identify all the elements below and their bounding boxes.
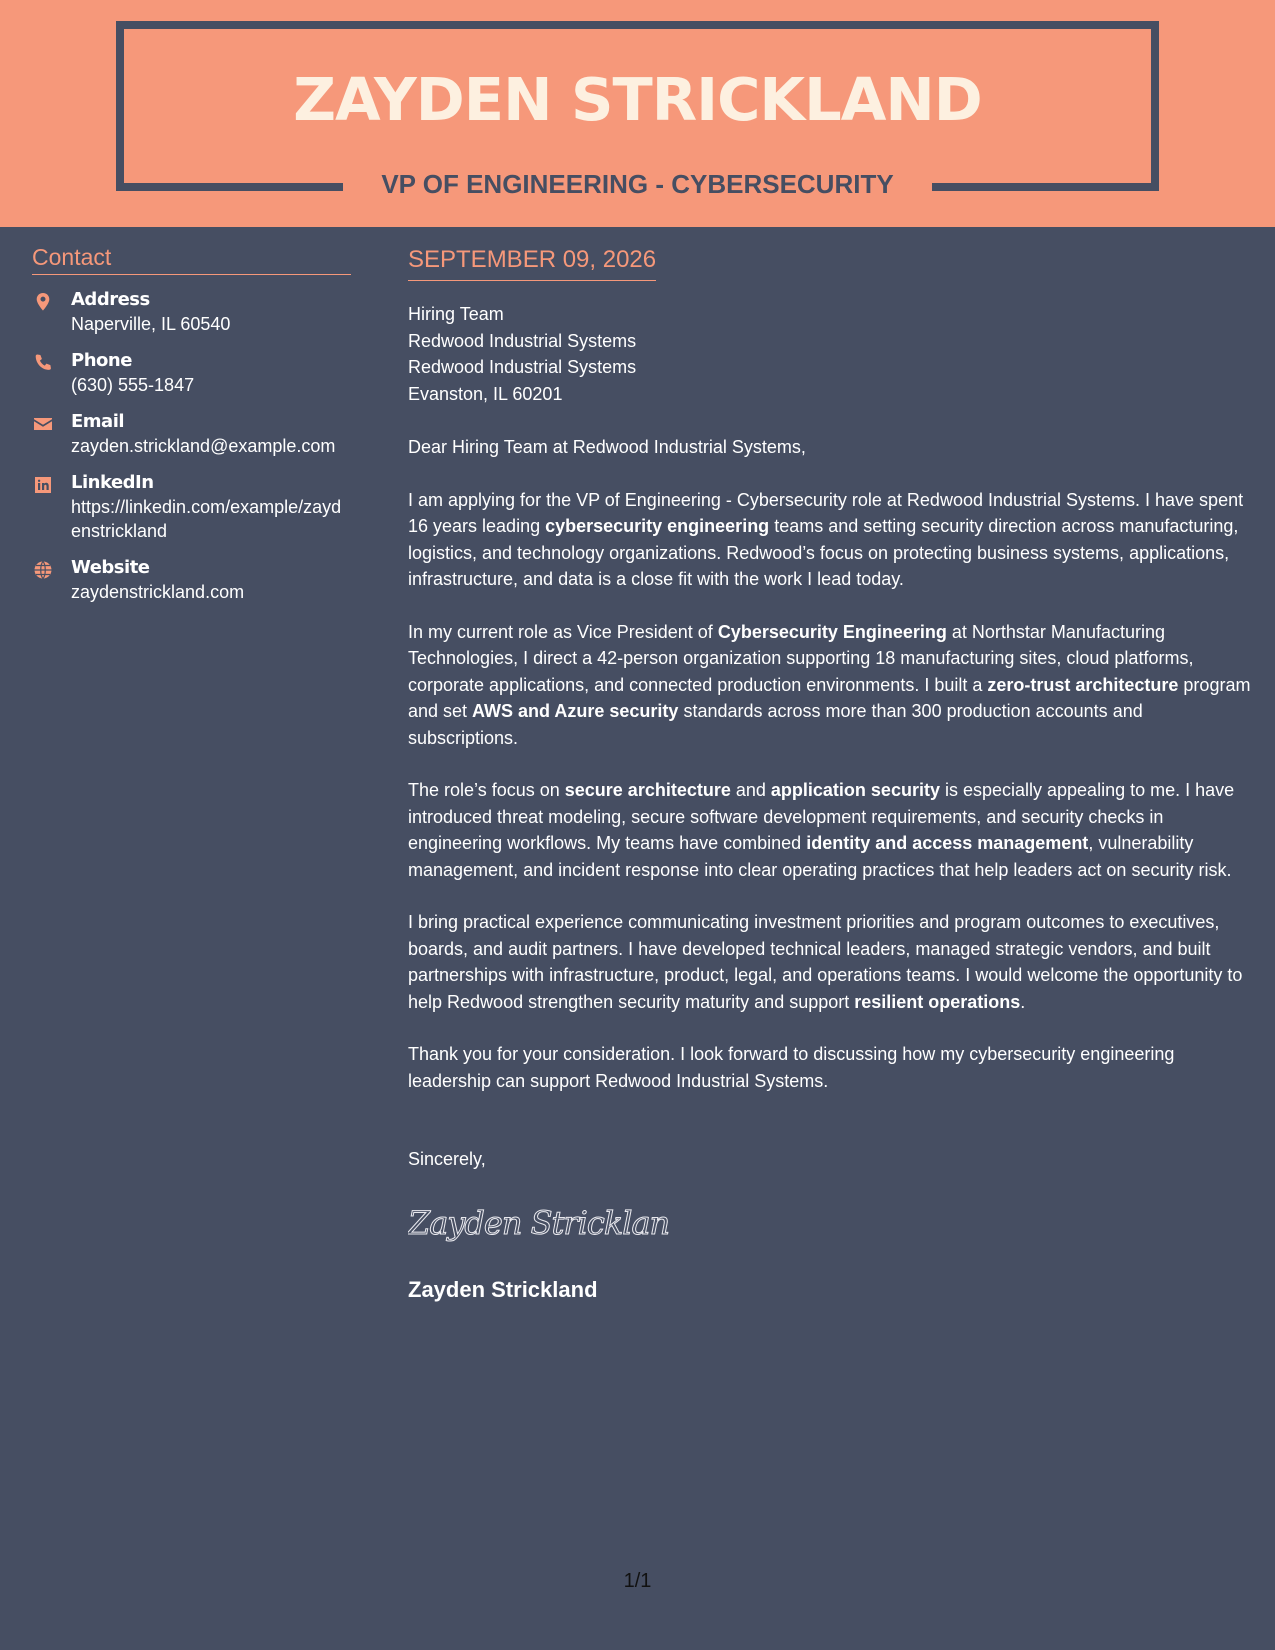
recipient-line: Redwood Industrial Systems xyxy=(408,357,637,377)
candidate-name: ZAYDEN STRICKLAND xyxy=(293,65,982,134)
bold-text: zero-trust architecture xyxy=(987,674,1179,695)
letter-paragraph xyxy=(408,909,1253,1015)
text-run: standards across more than 300 production accounts and subscriptions. xyxy=(408,701,1143,748)
linkedin-icon xyxy=(33,475,53,495)
letter-body xyxy=(408,244,1253,1305)
contact-value: https://linkedin.com/example/zaydenstrickland xyxy=(71,497,342,541)
recipient-line: Hiring Team xyxy=(408,304,504,324)
location-pin-icon xyxy=(33,292,53,312)
text-run: at Northstar Manufacturing Technologies, I direct a 42-person organization supporting 18 manufacturing sites, cloud platforms, corporate applications, and connected production environments. I built a xyxy=(408,621,1194,695)
text-run: and xyxy=(730,780,771,800)
envelope-icon xyxy=(33,414,53,434)
contact-value: zayden.strickland@example.com xyxy=(71,436,336,456)
letter-paragraph xyxy=(408,777,1253,883)
text-run: Thank you for your consideration. I look forward to discussing how my cybersecurity engineering leadership can support Redwood Industrial Systems. xyxy=(408,1044,1175,1091)
letter-paragraph xyxy=(408,1041,1253,1094)
recipient-block xyxy=(408,301,1253,407)
bold-text: Cybersecurity Engineering xyxy=(717,621,947,642)
contact-heading: Contact xyxy=(32,242,351,275)
contact-label: Address xyxy=(71,289,150,310)
bold-text: cybersecurity engineering xyxy=(545,516,770,536)
letter-paragraph xyxy=(408,619,1253,752)
contact-website xyxy=(32,555,351,604)
contact-value: (630) 555-1847 xyxy=(71,375,195,395)
bold-text: identity and access management xyxy=(806,833,1089,853)
text-run: . xyxy=(1020,991,1026,1012)
contact-label: Email xyxy=(71,411,125,432)
text-run: is especially appealing to me. I have introduced threat modeling, secure software development requirements, and security checks in engineering workflows. My teams have combined xyxy=(408,780,1235,853)
contact-linkedin xyxy=(32,470,351,543)
contact-label: Phone xyxy=(71,350,132,371)
contact-sidebar xyxy=(32,242,351,616)
page-number: 1/1 xyxy=(623,1570,652,1592)
recipient-line: Evanston, IL 60201 xyxy=(408,383,563,404)
letter-paragraph xyxy=(408,487,1253,593)
contact-label: Website xyxy=(71,557,150,578)
contact-label: LinkedIn xyxy=(71,472,154,493)
contact-address xyxy=(32,287,351,336)
text-run: In my current role as Vice President of xyxy=(408,621,718,642)
contact-email xyxy=(32,409,351,458)
contact-phone xyxy=(32,348,351,397)
bold-text: secure architecture xyxy=(564,780,731,800)
closing: Sincerely, xyxy=(408,1149,486,1169)
contact-value: Naperville, IL 60540 xyxy=(71,314,231,334)
text-run: I am applying for the VP of Engineering - Cybersecurity role at Redwood Industrial Systems. I have spent 16 years leading xyxy=(408,489,1244,536)
salutation: Dear Hiring Team at Redwood Industrial Systems, xyxy=(408,437,806,457)
header-banner xyxy=(0,0,1275,227)
text-run: I bring practical experience communicating investment priorities and program outcomes to executives, boards, and audit partners. I have developed technical leaders, managed strategic vendors, and built partnerships with infrastructure, product, legal, and operations teams. I would welcome the opportunity to help Redwood strengthen security maturity and support xyxy=(408,912,1243,1012)
text-run: , vulnerability management, and incident response into clear operating practices that help leaders act on security risk. xyxy=(408,833,1232,880)
bold-text: application security xyxy=(770,780,940,800)
job-title: VP OF ENGINEERING - CYBERSECURITY xyxy=(381,169,894,199)
recipient-line: Redwood Industrial Systems xyxy=(408,330,637,351)
letter-date: SEPTEMBER 09, 2026 xyxy=(408,244,656,281)
signature-image xyxy=(408,1200,708,1250)
contact-value: zaydenstrickland.com xyxy=(71,582,245,602)
text-run: teams and setting security direction across manufacturing, logistics, and technology organizations. Redwood’s focus on protecting business systems, applications, infrastructure, and data is a close fit with the work I lead today. xyxy=(408,516,1239,589)
bold-text: AWS and Azure security xyxy=(472,701,679,721)
signature-text: Zayden Stricklan xyxy=(408,1204,670,1242)
letter-paragraphs xyxy=(408,487,1253,1095)
globe-icon xyxy=(33,560,53,580)
text-run: program and set xyxy=(408,674,1251,721)
signer-name: Zayden Strickland xyxy=(408,1277,598,1302)
text-run: The role’s focus on xyxy=(408,780,565,800)
bold-text: resilient operations xyxy=(854,991,1021,1012)
phone-icon xyxy=(33,353,53,373)
